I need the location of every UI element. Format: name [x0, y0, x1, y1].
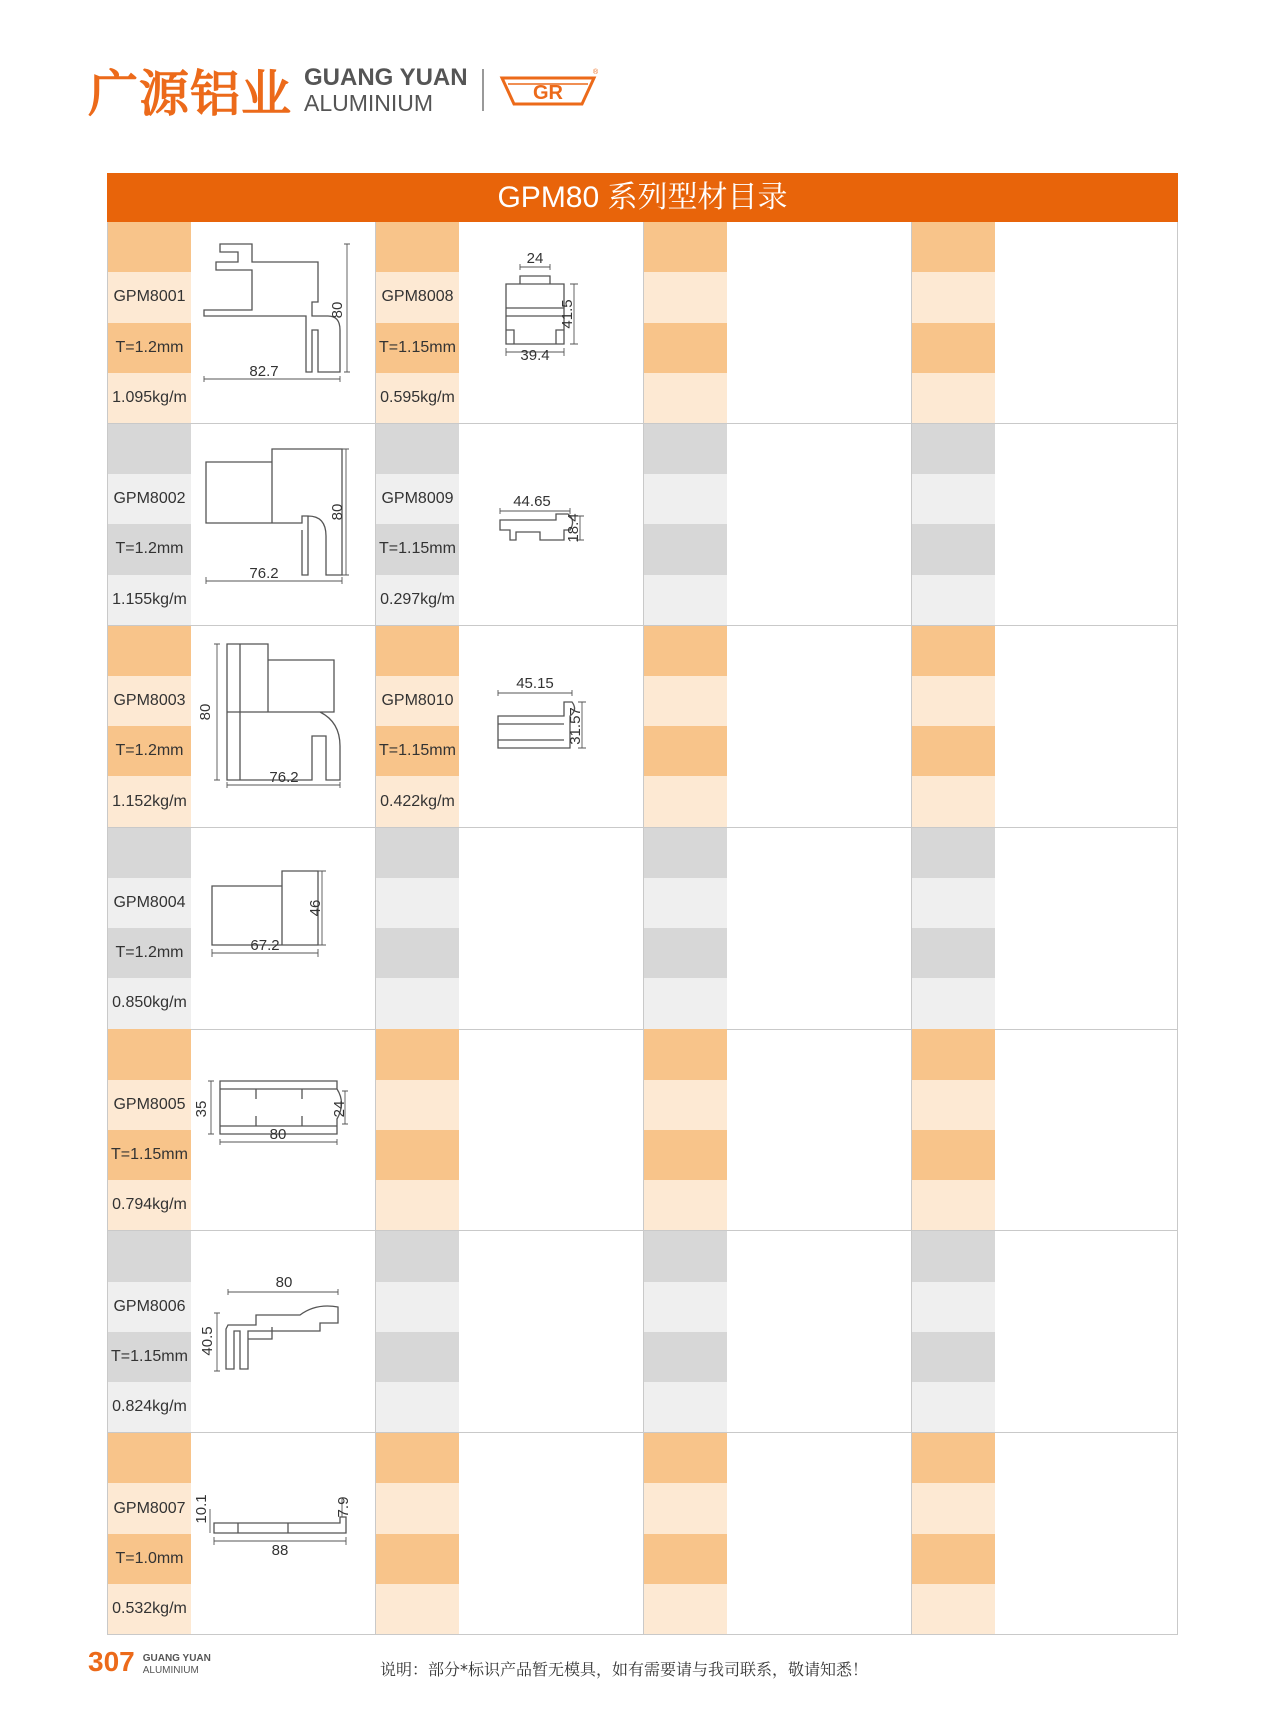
dimension-label: 46	[307, 899, 324, 916]
spec-stripe	[644, 878, 727, 928]
spec-label-column	[108, 1433, 191, 1634]
spec-stripe	[108, 424, 191, 474]
spec-stripe	[376, 1282, 459, 1332]
dimension-label: 80	[329, 301, 346, 319]
spec-stripe	[912, 1433, 995, 1483]
profile-code: GPM8007	[108, 1483, 191, 1533]
spec-stripe	[912, 474, 995, 524]
profile-thickness: T=1.15mm	[376, 323, 459, 373]
profile-thickness: T=1.15mm	[376, 726, 459, 776]
spec-stripe	[376, 1029, 459, 1079]
profile-code: GPM8003	[108, 676, 191, 726]
spec-stripe	[912, 1080, 995, 1130]
spec-stripe	[912, 1231, 995, 1281]
empty-cell	[643, 828, 911, 1030]
spec-stripe	[644, 1584, 727, 1634]
page-number: 307	[88, 1646, 135, 1677]
spec-stripe	[644, 1332, 727, 1382]
profile-weight: 0.297kg/m	[376, 575, 459, 625]
spec-stripe	[644, 1382, 727, 1432]
spec-label-column	[912, 222, 995, 423]
profile-drawing	[192, 828, 374, 1029]
spec-stripe	[644, 776, 727, 826]
brand-name-en	[304, 65, 468, 114]
profile-thickness: T=1.15mm	[376, 524, 459, 574]
dimension-label: 35	[193, 1101, 210, 1118]
dimension-label: 67.2	[250, 936, 280, 954]
catalog-grid	[107, 222, 1178, 1635]
profile-thickness: T=1.15mm	[108, 1130, 191, 1180]
empty-cell	[911, 1433, 1178, 1635]
profile-weight: 0.824kg/m	[108, 1382, 191, 1432]
spec-stripe	[108, 1231, 191, 1281]
spec-stripe	[108, 828, 191, 878]
spec-label-column	[376, 1029, 459, 1230]
spec-stripe	[912, 978, 995, 1028]
empty-cell	[375, 828, 643, 1030]
profile-code: GPM8005	[108, 1080, 191, 1130]
spec-label-column	[912, 626, 995, 827]
profile-weight: 1.155kg/m	[108, 575, 191, 625]
spec-stripe	[644, 424, 727, 474]
empty-cell	[911, 1029, 1178, 1231]
spec-label-column	[644, 1433, 727, 1634]
spec-stripe	[912, 928, 995, 978]
spec-label-column	[912, 1029, 995, 1230]
dimension-label: 76.2	[269, 768, 299, 786]
profile-cell	[107, 1433, 375, 1635]
page-footer	[88, 1648, 211, 1676]
profile-thickness: T=1.2mm	[108, 524, 191, 574]
spec-stripe	[108, 626, 191, 676]
dimension-label: 76.2	[249, 564, 279, 582]
profile-weight: 0.422kg/m	[376, 776, 459, 826]
spec-label-column	[108, 1029, 191, 1230]
spec-stripe	[912, 878, 995, 928]
profile-cell	[375, 626, 643, 828]
profile-code: GPM8004	[108, 878, 191, 928]
spec-label-column	[376, 828, 459, 1029]
catalog-row	[107, 424, 1178, 626]
dimension-label: 31.57	[567, 706, 584, 745]
spec-stripe	[376, 1382, 459, 1432]
profile-cross-section	[192, 828, 374, 1029]
footer-brand-line1: GUANG YUAN	[142, 1653, 211, 1664]
dimension-label: 82.7	[249, 363, 279, 380]
spec-stripe	[644, 1231, 727, 1281]
profile-thickness: T=1.0mm	[108, 1534, 191, 1584]
spec-stripe	[376, 1080, 459, 1130]
spec-label-column	[644, 1029, 727, 1230]
spec-stripe	[376, 1130, 459, 1180]
dimension-label: 80	[269, 1126, 287, 1144]
catalog-row	[107, 1433, 1178, 1635]
spec-stripe	[912, 1282, 995, 1332]
spec-stripe	[644, 524, 727, 574]
spec-stripe	[912, 272, 995, 322]
dimension-label: 24	[331, 1101, 348, 1118]
profile-weight: 0.794kg/m	[108, 1180, 191, 1230]
spec-label-column	[912, 424, 995, 625]
spec-stripe	[644, 726, 727, 776]
spec-label-column	[644, 626, 727, 827]
profile-drawing	[192, 626, 374, 827]
spec-label-column	[644, 1231, 727, 1432]
profile-cross-section	[192, 1433, 374, 1634]
profile-code: GPM8002	[108, 474, 191, 524]
catalog-row	[107, 1231, 1178, 1433]
spec-label-column	[108, 626, 191, 827]
profile-code: GPM8010	[376, 676, 459, 726]
spec-label-column	[376, 222, 459, 423]
spec-stripe	[912, 1332, 995, 1382]
profile-cross-section	[192, 424, 374, 625]
registered-mark: ®	[592, 69, 598, 76]
catalog-row	[107, 222, 1178, 424]
spec-stripe	[108, 1433, 191, 1483]
spec-stripe	[644, 272, 727, 322]
profile-thickness: T=1.2mm	[108, 726, 191, 776]
dimension-label: 40.5	[199, 1326, 216, 1356]
profile-code: GPM8001	[108, 272, 191, 322]
dimension-label: 88	[271, 1542, 289, 1560]
table-title: GPM80 系列型材目录	[107, 173, 1178, 222]
spec-label-column	[644, 424, 727, 625]
profile-weight: 0.532kg/m	[108, 1584, 191, 1634]
spec-stripe	[376, 222, 459, 272]
spec-stripe	[376, 1483, 459, 1533]
profile-code: GPM8008	[376, 272, 459, 322]
empty-cell	[643, 1029, 911, 1231]
profile-weight: 1.152kg/m	[108, 776, 191, 826]
spec-stripe	[912, 524, 995, 574]
spec-stripe	[376, 878, 459, 928]
profile-drawing	[192, 1029, 374, 1230]
dimension-label: 39.4	[520, 347, 550, 364]
profile-drawing	[460, 626, 642, 827]
spec-stripe	[644, 1534, 727, 1584]
spec-stripe	[644, 1282, 727, 1332]
spec-label-column	[376, 1231, 459, 1432]
spec-stripe	[912, 626, 995, 676]
spec-stripe	[376, 1180, 459, 1230]
profile-weight: 1.095kg/m	[108, 373, 191, 423]
spec-stripe	[912, 676, 995, 726]
spec-label-column	[912, 1231, 995, 1432]
spec-stripe	[912, 1534, 995, 1584]
spec-stripe	[644, 1029, 727, 1079]
spec-label-column	[912, 1433, 995, 1634]
spec-stripe	[912, 1483, 995, 1533]
dimension-label: 45.15	[516, 674, 554, 692]
spec-stripe	[644, 474, 727, 524]
spec-stripe	[912, 726, 995, 776]
profile-cell	[107, 626, 375, 828]
profile-drawing	[460, 222, 642, 423]
spec-stripe	[376, 1433, 459, 1483]
profile-thickness: T=1.2mm	[108, 323, 191, 373]
profile-weight: 0.850kg/m	[108, 978, 191, 1028]
spec-stripe	[644, 1483, 727, 1533]
profile-weight: 0.595kg/m	[376, 373, 459, 423]
page-header	[88, 50, 598, 130]
spec-stripe	[644, 575, 727, 625]
spec-stripe	[912, 1130, 995, 1180]
profile-cross-section	[192, 626, 374, 827]
dimension-label: 24	[526, 250, 544, 267]
spec-stripe	[644, 1180, 727, 1230]
empty-cell	[911, 222, 1178, 424]
dimension-label: 7.9	[335, 1496, 352, 1518]
dimension-label: 80	[329, 503, 346, 521]
profile-drawing	[460, 424, 642, 625]
spec-stripe	[108, 1029, 191, 1079]
profile-cross-section	[460, 424, 642, 625]
brand-name-cn: 广源铝业	[88, 65, 292, 123]
spec-stripe	[376, 1231, 459, 1281]
empty-cell	[375, 1433, 643, 1635]
profile-code: GPM8009	[376, 474, 459, 524]
catalog-row	[107, 626, 1178, 828]
empty-cell	[643, 1231, 911, 1433]
dimension-label: 10.1	[193, 1494, 210, 1524]
spec-label-column	[108, 1231, 191, 1432]
profile-cell	[107, 828, 375, 1030]
brand-en-line2: ALUMINIUM	[304, 89, 434, 116]
empty-cell	[375, 1029, 643, 1231]
profile-cell	[107, 424, 375, 626]
profile-cell	[375, 424, 643, 626]
profile-cross-section	[192, 222, 374, 423]
profile-cell	[107, 1231, 375, 1433]
empty-cell	[643, 424, 911, 626]
dimension-label: 41.5	[559, 299, 576, 329]
spec-stripe	[912, 1180, 995, 1230]
profile-cell	[107, 222, 375, 424]
profile-drawing	[192, 1433, 374, 1634]
spec-stripe	[644, 928, 727, 978]
spec-stripe	[912, 1382, 995, 1432]
dimension-label: 44.65	[513, 492, 551, 510]
spec-label-column	[376, 626, 459, 827]
empty-cell	[375, 1231, 643, 1433]
spec-stripe	[912, 323, 995, 373]
spec-stripe	[644, 1080, 727, 1130]
profile-drawing	[192, 222, 374, 423]
empty-cell	[643, 222, 911, 424]
spec-stripe	[376, 978, 459, 1028]
profile-cell	[375, 222, 643, 424]
profile-drawing	[192, 1231, 374, 1432]
empty-cell	[911, 828, 1178, 1030]
footer-brand	[143, 1653, 211, 1676]
profile-cross-section	[192, 1231, 374, 1432]
spec-stripe	[912, 424, 995, 474]
gr-brand-logo-icon	[498, 66, 598, 114]
empty-cell	[911, 1231, 1178, 1433]
catalog-row	[107, 1029, 1178, 1231]
spec-stripe	[376, 1584, 459, 1634]
spec-stripe	[108, 222, 191, 272]
spec-stripe	[644, 978, 727, 1028]
spec-stripe	[644, 626, 727, 676]
profile-thickness: T=1.2mm	[108, 928, 191, 978]
footer-brand-line2: ALUMINIUM	[142, 1664, 199, 1676]
spec-stripe	[376, 828, 459, 878]
empty-cell	[643, 1433, 911, 1635]
spec-label-column	[912, 828, 995, 1029]
spec-stripe	[912, 828, 995, 878]
spec-stripe	[912, 1584, 995, 1634]
profile-cell	[107, 1029, 375, 1231]
profile-cross-section	[192, 1029, 374, 1230]
spec-label-column	[376, 424, 459, 625]
brand-en-line1: GUANG YUAN	[304, 64, 468, 92]
spec-stripe	[644, 373, 727, 423]
spec-label-column	[108, 424, 191, 625]
spec-label-column	[644, 828, 727, 1029]
empty-cell	[911, 424, 1178, 626]
dimension-label: 80	[275, 1274, 293, 1292]
spec-stripe	[376, 928, 459, 978]
spec-stripe	[376, 626, 459, 676]
spec-stripe	[644, 828, 727, 878]
spec-label-column	[108, 222, 191, 423]
spec-stripe	[644, 676, 727, 726]
profile-cross-section	[460, 626, 642, 827]
dimension-label: 80	[197, 703, 214, 721]
spec-stripe	[912, 1029, 995, 1079]
footer-note: 说明：部分*标识产品暂无模具，如有需要请与我司联系，敬请知悉！	[380, 1660, 869, 1679]
dimension-label: 18.4	[565, 513, 582, 543]
empty-cell	[911, 626, 1178, 828]
profile-cross-section	[460, 222, 642, 423]
spec-stripe	[644, 323, 727, 373]
spec-stripe	[644, 1130, 727, 1180]
profile-code: GPM8006	[108, 1282, 191, 1332]
spec-stripe	[912, 575, 995, 625]
profile-catalog-table	[107, 173, 1178, 1635]
profile-drawing	[192, 424, 374, 625]
spec-label-column	[644, 222, 727, 423]
spec-stripe	[644, 1433, 727, 1483]
empty-cell	[643, 626, 911, 828]
header-divider	[482, 69, 484, 111]
logo-text: GR	[532, 82, 563, 104]
catalog-row	[107, 828, 1178, 1030]
spec-stripe	[912, 222, 995, 272]
spec-stripe	[376, 1332, 459, 1382]
spec-label-column	[376, 1433, 459, 1634]
spec-stripe	[912, 776, 995, 826]
spec-label-column	[108, 828, 191, 1029]
profile-thickness: T=1.15mm	[108, 1332, 191, 1382]
spec-stripe	[912, 373, 995, 423]
spec-stripe	[376, 1534, 459, 1584]
spec-stripe	[644, 222, 727, 272]
spec-stripe	[376, 424, 459, 474]
